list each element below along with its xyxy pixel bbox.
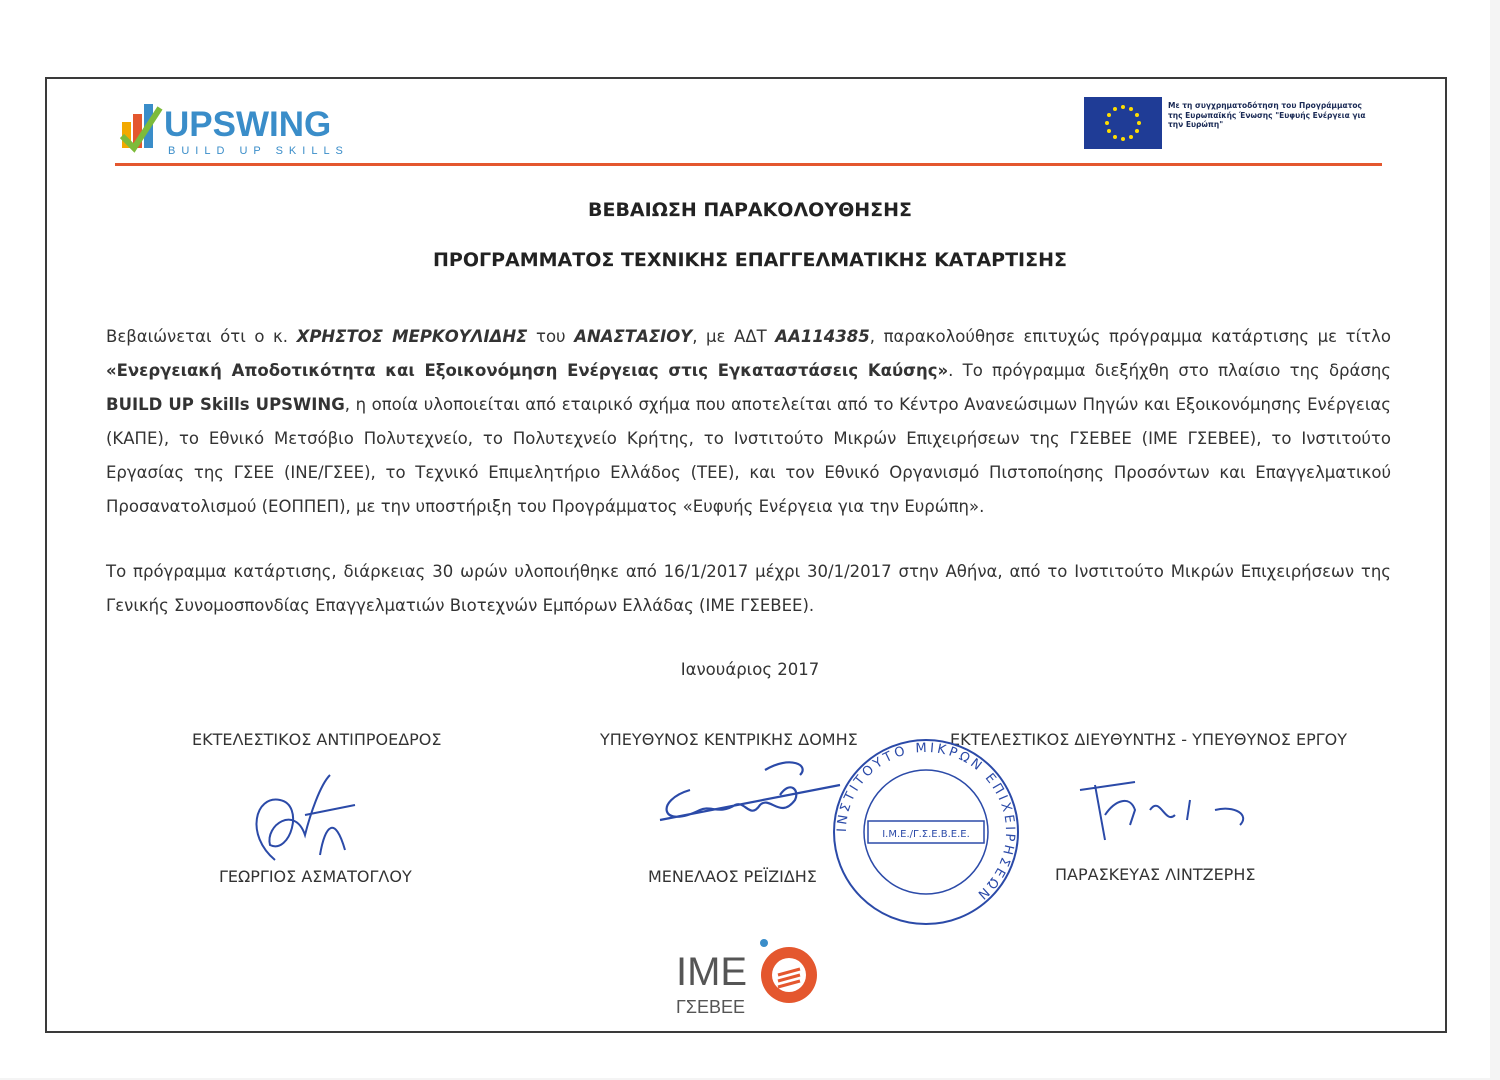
header-divider: [115, 163, 1382, 166]
signatory-1-name: ΓΕΩΡΓΙΟΣ ΑΣΜΑΤΟΓΛΟΥ: [219, 867, 412, 886]
logo-tagline: BUILD UP SKILLS: [168, 145, 349, 157]
body-paragraph-2: Το πρόγραμμα κατάρτισης, διάρκειας 30 ωρών υλοποιήθηκε από 16/1/2017 μέχρι 30/1/2017 στην Αθήνα, από το Ινστιτούτο Μικρών Επιχειρήσεων της Γενικής Συνομοσπονδίας Επαγγελματιών Βιοτεχνών Εμπόρων Ελλάδας (ΙΜΕ ΓΣΕΒΕΕ).: [106, 562, 1391, 615]
signature-3: [1075, 770, 1265, 850]
signatory-3-name: ΠΑΡΑΣΚΕΥΑΣ ΛΙΝΤΖΕΡΗΣ: [1055, 865, 1256, 884]
trainee-name: ΧΡΗΣΤΟΣ ΜΕΡΚΟΥΛΙΔΗΣ: [296, 327, 528, 346]
action-name: BUILD UP Skills UPSWING: [106, 395, 345, 414]
certificate-title: ΒΕΒΑΙΩΣΗ ΠΑΡΑΚΟΛΟΥΘΗΣΗΣ: [587, 199, 912, 221]
signatory-3-title: ΕΚΤΕΛΕΣΤΙΚΟΣ ΔΙΕΥΘΥΝΤΗΣ - ΥΠΕΥΘΥΝΟΣ ΕΡΓΟΥ: [950, 730, 1348, 749]
id-number: ΑΑ114385: [775, 327, 870, 346]
stamp-center-text: Ι.Μ.Ε./Γ.Σ.Ε.Β.Ε.Ε.: [882, 829, 970, 840]
logo-up-text: UPSWING: [164, 105, 332, 144]
ime-logo-text: ΙΜΕ: [676, 950, 748, 994]
signatory-2-title: ΥΠΕΥΘΥΝΟΣ ΚΕΝΤΡΙΚΗΣ ΔΟΜΗΣ: [600, 730, 858, 749]
body-paragraph-1: Βεβαιώνεται ότι ο κ. ΧΡΗΣΤΟΣ ΜΕΡΚΟΥΛΙΔΗΣ του ΑΝΑΣΤΑΣΙΟΥ, με ΑΔΤ ΑΑ114385, παρακολούθησε επιτυχώς πρόγραμμα κατάρτισης με τίτλο «Ενεργειακή Αποδοτικότητα και Εξοικονόμηση Ενέργειας στις Εγκαταστάσεις Καύσης». Το πρόγραμμα διεξήχθη στο πλαίσιο της δράσης BUILD UP Skills UPSWING, η οποία υλοποιείται από εταιρικό σχήμα που αποτελείται από το Κέντρο Ανανεώσιμων Πηγών και Εξοικονόμησης Ενέργειας (ΚΑΠΕ), το Εθνικό Μετσόβιο Πολυτεχνείο, το Πολυτεχνείο Κρήτης, το Ινστιτούτο Μικρών Επιχειρήσεων της ΓΣΕΒΕΕ (ΙΜΕ ΓΣΕΒΕΕ), το Ινστιτούτο Εργασίας της ΓΣΕΕ (ΙΝΕ/ΓΣΕΕ), το Τεχνικό Επιμελητήριο Ελλάδος (ΤΕΕ), και τον Εθνικό Οργανισμό Πιστοποίησης Προσόντων και Επαγγελματικού Προσανατολισμού (ΕΟΠΠΕΠ), με την υποστήριξη του Προγράμματος «Ευφυής Ενέργεια για την Ευρώπη».: [106, 327, 1391, 516]
official-stamp: [826, 737, 1026, 927]
course-title: «Ενεργειακή Αποδοτικότητα και Εξοικονόμηση Ενέργειας στις Εγκαταστάσεις Καύσης»: [106, 361, 949, 380]
signature-2: [650, 750, 850, 830]
signatory-1-title: ΕΚΤΕΛΕΣΤΙΚΟΣ ΑΝΤΙΠΡΟΕΔΡΟΣ: [192, 730, 442, 749]
eu-funding-notice: Με τη συγχρηματοδότηση του Προγράμματος της Ευρωπαϊκής Ένωσης "Ευφυής Ενέργεια για την Ευρώπη": [1168, 101, 1366, 129]
ime-gsevee-logo: [664, 935, 824, 1020]
father-name: ΑΝΑΣΤΑΣΙΟΥ: [574, 327, 693, 346]
certificate-subtitle: ΠΡΟΓΡΑΜΜΑΤΟΣ ΤΕΧΝΙΚΗΣ ΕΠΑΓΓΕΛΜΑΤΙΚΗΣ ΚΑΤΑΡΤΙΣΗΣ: [433, 249, 1067, 271]
ime-logo-subtext: ΓΣΕΒΕΕ: [676, 997, 746, 1017]
signatory-2-name: ΜΕΝΕΛΑΟΣ ΡΕΪΖΙΔΗΣ: [648, 867, 817, 886]
issue-date: Ιανουάριος 2017: [680, 660, 820, 679]
stamp-ring-text: ΙΝΣΤΙΤΟΥΤΟ ΜΙΚΡΩΝ ΕΠΙΧΕΙΡΗΣΕΩΝ: [834, 740, 1018, 904]
signature-1: [235, 765, 365, 875]
upswing-logo: [120, 100, 360, 160]
